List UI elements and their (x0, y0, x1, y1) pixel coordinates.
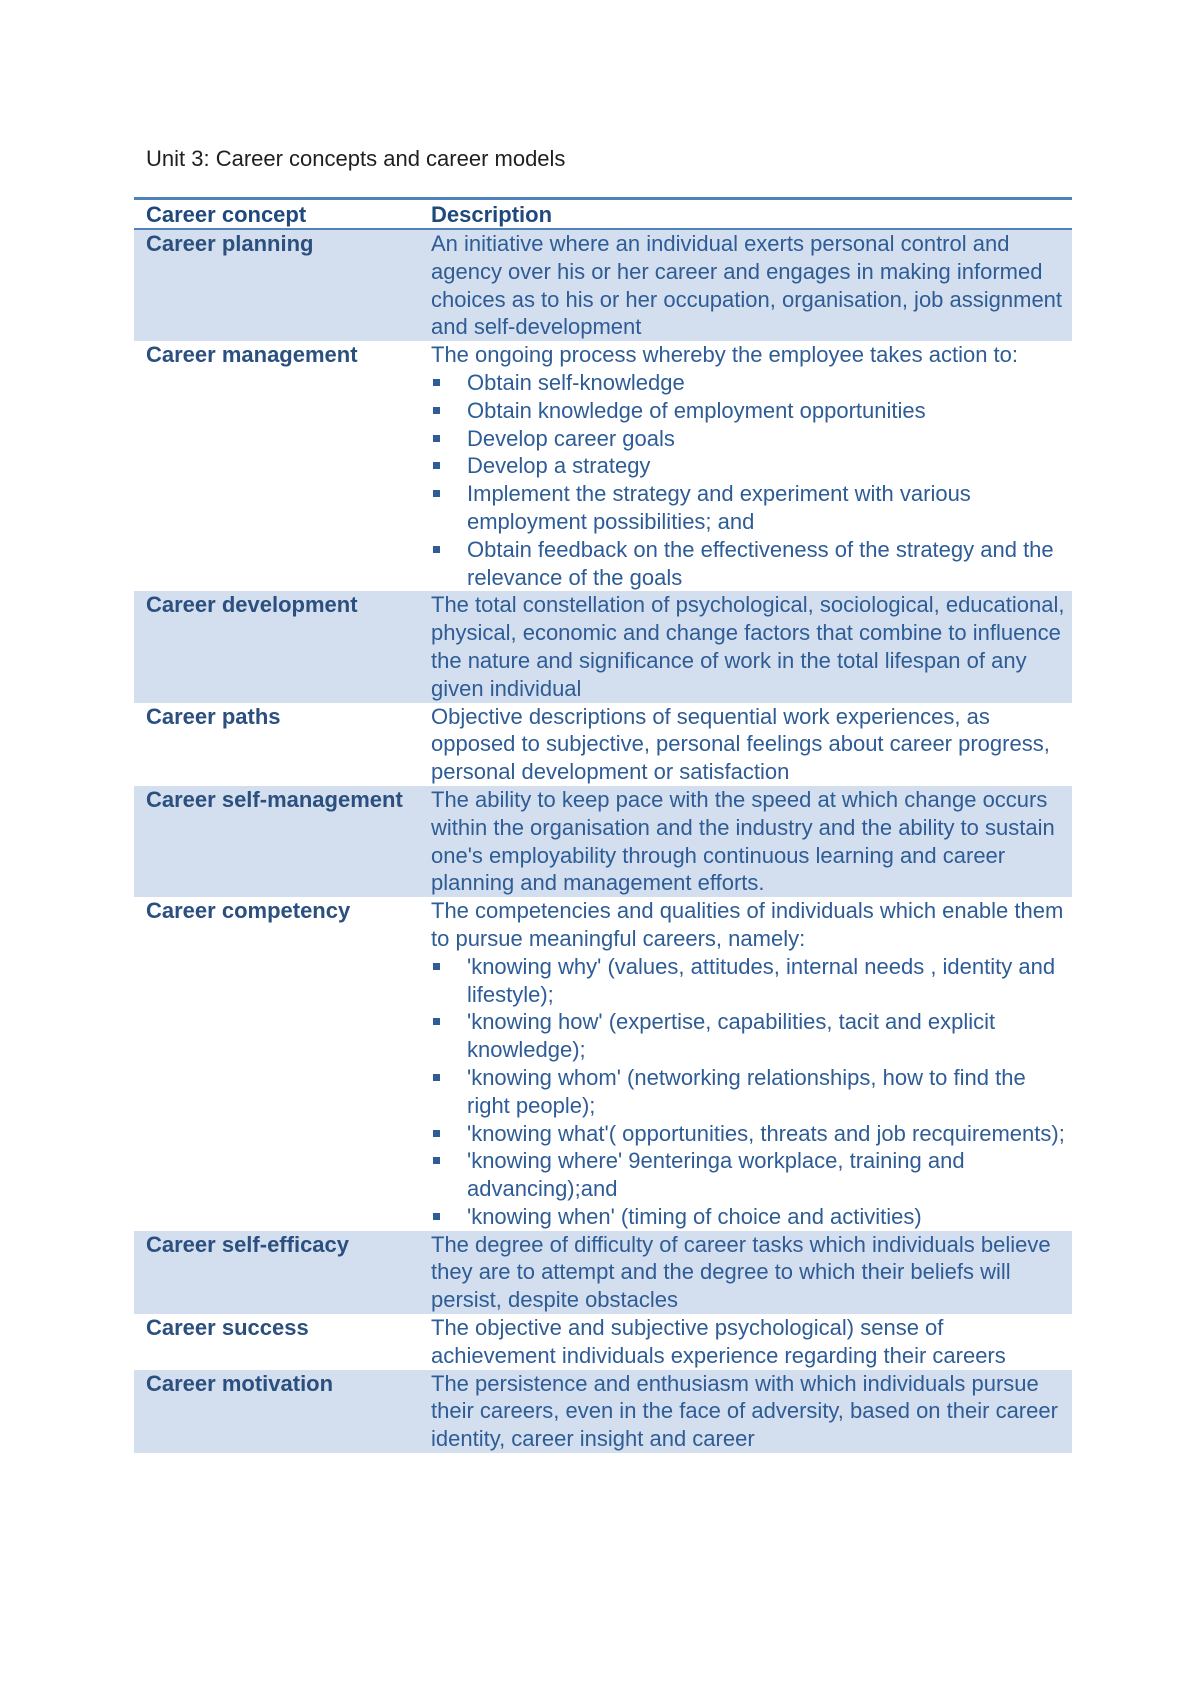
concept-term: Career development (134, 591, 431, 702)
bullet-list (431, 369, 1072, 591)
concept-description-cell (431, 703, 1072, 786)
bullet-text: Develop a strategy (467, 453, 651, 479)
bullet-text: 'knowing why' (values, attitudes, internal needs , identity and lifestyle); (467, 953, 1056, 1007)
bullet-text: Implement the strategy and experiment with various employment possibilities; and (467, 481, 971, 534)
table-row (134, 897, 1072, 1231)
square-bullet-icon (433, 379, 440, 386)
concept-description-cell (431, 1314, 1072, 1370)
concept-description: The persistence and enthusiasm with which individuals pursue their careers, even in the face of adversity, based on their career identity, career insight and career (431, 1370, 1058, 1452)
square-bullet-icon (433, 462, 440, 469)
square-bullet-icon (433, 435, 440, 442)
square-bullet-icon (433, 1018, 440, 1025)
concept-term: Career paths (146, 703, 281, 729)
bullet-item (431, 1147, 1072, 1203)
bullet-list (431, 953, 1072, 1231)
table-row (134, 786, 1072, 897)
concept-description-cell (431, 786, 1072, 897)
bullet-item (431, 1064, 1072, 1120)
concept-term: Career management (146, 342, 358, 368)
square-bullet-icon (433, 407, 440, 414)
page-title: Unit 3: Career concepts and career models (146, 146, 566, 171)
table-row (134, 229, 1072, 341)
table-row (134, 703, 1072, 786)
concept-description: Objective descriptions of sequential work experiences, as opposed to subjective, personal feelings about career progress, personal development or satisfaction (431, 703, 1050, 785)
column-header-concept: Career concept (134, 199, 431, 230)
concept-description: The competencies and qualities of individuals which enable them to pursue meaningful careers, namely: (431, 898, 1064, 951)
bullet-item (431, 425, 1072, 453)
bullet-item (431, 397, 1072, 425)
bullet-text: Develop career goals (467, 425, 675, 451)
bullet-item (431, 452, 1072, 480)
bullet-item (431, 480, 1072, 536)
bullet-item (431, 1203, 1072, 1231)
concept-description-cell (431, 1370, 1072, 1453)
table-row (134, 1370, 1072, 1453)
concept-description: An initiative where an individual exerts personal control and agency over his or her career and engages in making informed choices as to his or her occupation, organisation, job assignment and self-development (431, 231, 1063, 340)
square-bullet-icon (433, 1074, 440, 1081)
square-bullet-icon (433, 1213, 440, 1220)
concept-description-cell (431, 591, 1072, 702)
concept-term: Career competency (146, 898, 351, 924)
bullet-item (431, 953, 1072, 1009)
career-concepts-table (134, 197, 1072, 1453)
concept-term: Career self-management (134, 786, 431, 897)
bullet-item (431, 369, 1072, 397)
table-header-row (134, 199, 1072, 230)
table-row (134, 1231, 1072, 1314)
concept-description-cell (431, 341, 1072, 591)
square-bullet-icon (433, 490, 440, 497)
column-header-description: Description (431, 199, 1072, 230)
bullet-text: Obtain feedback on the effectiveness of the strategy and the relevance of the goals (467, 536, 1054, 590)
bullet-text: 'knowing how' (expertise, capabilities, tacit and explicit knowledge); (467, 1009, 996, 1063)
bullet-text: 'knowing what'( opportunities, threats and job recquirements); (467, 1120, 1065, 1146)
bullet-text: Obtain knowledge of employment opportunities (467, 397, 926, 423)
bullet-text: 'knowing whom' (networking relationships, how to find the right people); (467, 1064, 1026, 1118)
concept-description-cell (431, 1231, 1072, 1314)
concept-term: Career success (146, 1315, 309, 1341)
concept-description: The ongoing process whereby the employee takes action to: (431, 342, 1019, 368)
bullet-text: Obtain self-knowledge (467, 369, 685, 395)
concept-description: The objective and subjective psychological) sense of achievement individuals experience regarding their careers (431, 1315, 1006, 1368)
bullet-item (431, 1008, 1072, 1064)
table-row (134, 341, 1072, 591)
table-body (134, 229, 1072, 1453)
table-row (134, 1314, 1072, 1370)
concept-term: Career motivation (134, 1370, 431, 1453)
concept-description: The total constellation of psychological, sociological, educational, physical, economic and change factors that combine to influence the nature and significance of work in the total lifespan of any given individual (431, 592, 1065, 701)
bullet-item (431, 1120, 1072, 1148)
table-row (134, 591, 1072, 702)
concept-description: The ability to keep pace with the speed at which change occurs within the organisation and the industry and the ability to sustain one's employability through continuous learning and career planning and management efforts. (431, 786, 1055, 896)
bullet-item (431, 536, 1072, 592)
bullet-text: 'knowing where' 9enteringa workplace, training and advancing);and (467, 1148, 965, 1202)
concept-term: Career self-efficacy (134, 1231, 431, 1314)
concept-description: The degree of difficulty of career tasks which individuals believe they are to attempt and the degree to which their beliefs will persist, despite obstacles (431, 1231, 1051, 1313)
concept-term: Career planning (134, 229, 431, 341)
concept-description-cell (431, 229, 1072, 341)
concept-description-cell (431, 897, 1072, 1231)
bullet-text: 'knowing when' (timing of choice and activities) (467, 1203, 922, 1229)
square-bullet-icon (433, 1130, 440, 1137)
square-bullet-icon (433, 1157, 440, 1164)
square-bullet-icon (433, 963, 440, 970)
square-bullet-icon (433, 546, 440, 553)
